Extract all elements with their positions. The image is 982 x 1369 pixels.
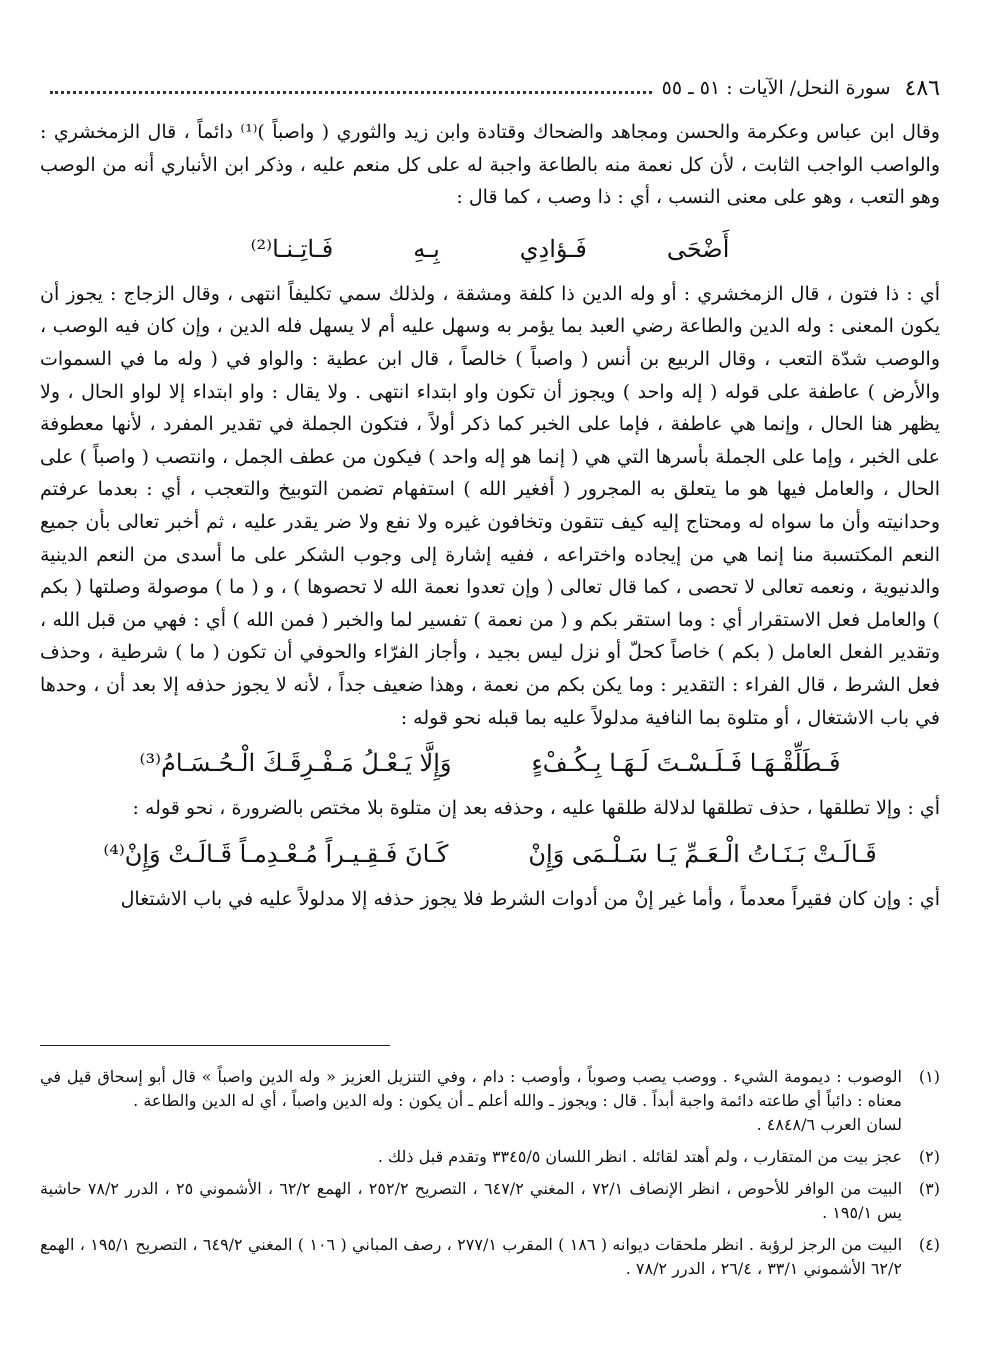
footnote-text: البيت من الوافر للأحوص ، انظر الإنصاف ٧٢/١ ، المغني ٦٤٧/٢ ، التصريح ٢٥٢/٢ ، الهمع ٦٢/٢ ، الأشموني ٢٥ ، الدرر ٧٨/٢ حاشية يس ١٩٥/١ . bbox=[40, 1179, 903, 1222]
main-text bbox=[40, 116, 940, 915]
footnotes bbox=[40, 1065, 940, 1289]
footnote-text: لسان العرب ٤٨٤٨/٦ . bbox=[756, 1115, 902, 1134]
verse-1-word-4: فَـاتِـنـا⁽²⁾ bbox=[250, 234, 334, 263]
footnote-number: (٢) bbox=[918, 1147, 940, 1166]
footnote-number: (٣) bbox=[918, 1179, 940, 1198]
footnote-2 bbox=[40, 1145, 940, 1169]
footnote-text: عجز بيت من المتقارب ، ولم أهتد لقائله . انظر اللسان ٣٣٤٥/٥ وتقدم قبل ذلك . bbox=[377, 1147, 902, 1166]
header-dotted-leader bbox=[50, 91, 652, 94]
paragraph-3: أي : وإلا تطلقها ، حذف تطلقها لدلالة طلقها عليه ، وحذفه بعد إن متلوة بلا مختص بالضرورة ، نحو قوله : bbox=[132, 797, 940, 820]
footnote-4 bbox=[40, 1233, 940, 1281]
paragraph-4: أي : وإن كان فقيراً معدماً ، وأما غير إنْ من أدوات الشرط فلا يجوز حذفه إلا مدلولاً عليه في باب الاشتغال bbox=[120, 887, 940, 910]
footnote-separator bbox=[40, 1045, 390, 1046]
verse-1-word-2: فَـؤادِي bbox=[519, 234, 587, 263]
verse-2-hemistich-1: فَـطَلِّقْـهَـا فَـلَـسْـتَ لَـهَـا بِـكُـفْءٍ bbox=[531, 749, 841, 778]
verse-3-hemistich-2: كَـانَ فَـقِـيـراً مُـعْـدِمـاً قَـالَـتْ وَإِنْ⁽⁴⁾ bbox=[103, 839, 449, 868]
footnote-1 bbox=[40, 1065, 940, 1137]
footnote-number: (١) bbox=[918, 1067, 940, 1086]
verse-1-word-1: أَضْحَى bbox=[666, 234, 730, 263]
surah-title: سورة النحل/ الآيات : ٥١ ـ ٥٥ bbox=[661, 77, 891, 99]
footnote-text: الوصوب : ديمومة الشيء . ووصب يصب وصوباً ، وأوصب : دام ، وفي التنزيل العزيز « وله الدين واصباً » قال أبو إسحاق قيل في معناه : دائباً أي طاعته دائمة واجبة أبداً . قال : ويجوز ـ والله أعلم ـ أن يكون : وله الدين واصباً ، أي له الدين والطاعة . bbox=[40, 1067, 902, 1110]
verse-1-word-3: بِـهِ bbox=[413, 234, 440, 263]
verse-2-hemistich-2: وَإِلَّا يَـعْـلُ مَـفْـرِقَـكَ الْـحُـسَـامُ⁽³⁾ bbox=[139, 749, 452, 778]
paragraph-1: وقال ابن عباس وعكرمة والحسن ومجاهد والضحاك وقتادة وابن زيد والثوري ( واصباً )⁽¹⁾ دائماً ، قال الزمخشري : والواصب الواجب الثابت ، لأن كل نعمة منه بالطاعة واجبة له على كل منعم عليه ، وذكر ابن الأنباري أنه من الوصب وهو التعب ، وهو على معنى النسب ، أي : ذا وصب ، كما قال : bbox=[40, 121, 940, 209]
paragraph-2: أي : ذا فتون ، قال الزمخشري : أو وله الدين ذا كلفة ومشقة ، ولذلك سمي تكليفاً انتهى ، وقال الزجاج : يجوز أن يكون المعنى : وله الدين والطاعة رضي العبد بما يؤمر به وسهل عليه أم لا يسهل فله الدين ، وإن كان فيه الوصب ، والوصب شدّة التعب ، وقال الربيع بن أنس ( واصباً ) خالصاً ، قال ابن عطية : والواو في ( وله ما في السموات والأرض ) عاطفة على قوله ( إله واحد ) ويجوز أن تكون واو ابتداء انتهى . ولا يقال : واو ابتداء إلا لواو الحال ، ولا يظهر هنا الحال ، وإنما هي عاطفة ، فإما على الخبر كما ذكر أولاً ، فتكون الجملة في تقدير المفرد ، لأنها معطوفة على الخبر ، وإما على الجملة بأسرها التي هي ( إنما هو إله واحد ) فيكون من عطف الجمل ، وانتصب ( واصباً ) على الحال ، والعامل فيها هو ما يتعلق به المجرور ( أفغير الله ) استفهام تضمن التوبيخ والتعجب ، أي : بعدما عرفتم وحدانيته وأن ما سواه له ومحتاج إليه كيف تتقون وتخافون غيره ولا نفع ولا ضر يقدر عليه ، ثم أخبر تعالى بأن جميع النعم المكتسبة منا إنما هي من إيجاده واختراعه ، ففيه إشارة إلى وجوب الشكر على ما أسدى من النعم الدينية والدنيوية ، ونعمه تعالى لا تحصى ، كما قال تعالى ( وإن تعدوا نعمة الله لا تحصوها ) ، و ( ما ) موصولة وصلتها ( بكم ) والعامل فعل الاستقرار أي : وما استقر بكم و ( من نعمة ) تفسير لما والخبر ( فمن الله ) أي : فهي من قبل الله ، وتقدير الفعل العامل ( بكم ) خاصاً كحلّ أو نزل ليس بجيد ، وأجاز الفرّاء والحوفي أن تكون ( ما ) شرطية ، وحذف فعل الشرط ، قال الفراء : التقدير : وما يكن بكم من نعمة ، وهذا ضعيف جداً ، لأنه لا يجوز حذفه إلا بعد أن ، وحدها في باب الاشتغال ، أو متلوة بما النافية مدلولاً عليه بما قبله نحو قوله : bbox=[40, 282, 940, 729]
verse-1 bbox=[40, 220, 940, 278]
footnote-number: (٤) bbox=[918, 1235, 940, 1254]
footnote-text: البيت من الرجز لرؤبة . انظر ملحقات ديوانه ( ١٨٦ ) المقرب ٢٧٧/١ ، رصف المباني ( ١٠٦ ) المغني ٦٤٩/٢ ، التصريح ١٩٥/١ ، الهمع ٦٢/٢ الأشموني ٣٣/١ ، ٢٦/٤ ، الدرر ٧٨/٢ . bbox=[40, 1235, 903, 1278]
page-header bbox=[40, 70, 940, 106]
verse-2 bbox=[40, 734, 940, 792]
footnote-3 bbox=[40, 1177, 940, 1225]
page-number: ٤٨٦ bbox=[904, 75, 940, 101]
book-page bbox=[40, 60, 940, 1340]
verse-3-hemistich-1: قَـالَـتْ بَـنَـاتُ الْـعَـمِّ يَـا سَـلْـمَى وَإِنْ bbox=[528, 839, 877, 868]
verse-3 bbox=[40, 825, 940, 883]
